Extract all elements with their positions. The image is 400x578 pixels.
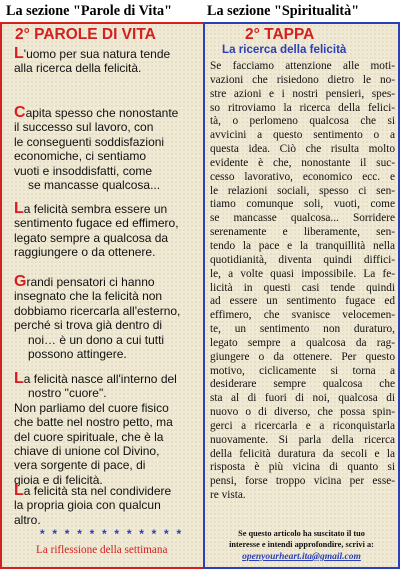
body-line: quotidianità, diventa quindi diffici- [210,253,395,266]
body-line: vazioni che risiedono dietro le no- [210,73,395,86]
drop-cap: L [14,482,24,499]
paragraph-line: il successo sul lavoro, con [14,120,154,135]
paragraph-line: possono attingere. [28,347,127,362]
body-line: re vista. [210,489,246,502]
paragraph-line: legato sempre a qualcosa da [14,230,169,245]
body-line: questa idea. Ciò che risulta molto [210,143,395,156]
paragraph-line: dobbiamo ricercarla all'esterno, [14,303,181,318]
paragraph-line: vera sorgente di pace, di [14,458,146,473]
footer-note-line-1: Se questo articolo ha suscitato il tuo [238,529,365,538]
paragraph-line: alla ricerca della felicità. [14,61,142,76]
body-line: cesso lavorativo, economico ecc. e [210,170,395,183]
footer-note-line-2: interesse e intendi approfondire, scrivi a: [229,539,374,549]
body-line: serenamente e liberamente, sen- [210,226,395,239]
drop-cap: L [14,45,24,62]
body-line: se mancasse qualcosa... Sorridere [210,212,395,225]
paragraph-line: sentimento fugace ed effimero, [14,216,179,231]
paragraph [14,106,200,192]
paragraph-line: Non parliamo del cuore fisico [14,400,169,415]
paragraph-line: chiave di unione col Divino, [14,444,160,459]
left-column [0,22,203,569]
body-line: tà, o perlomeno qualcosa che si [210,115,395,128]
body-line: sta al di fuori di noi, qualcosa di [210,392,395,405]
left-column-footer: La riflessione della settimana [36,544,168,556]
body-line: stre azioni e i nostri pensieri, spes- [210,87,395,100]
header-left-title: La sezione "Parole di Vita" [6,3,173,19]
paragraph-line: Capita spesso che nonostante [14,104,179,121]
contact-email-link[interactable]: openyourheart.ita@gmail.com [242,552,361,562]
paragraph-line: La felicità nasce all'interno del [14,370,177,387]
paragraph [14,202,200,260]
body-line: te, un sentimento non duraturo, [210,323,395,336]
left-column-title: 2° PAROLE DI VITA [15,26,156,43]
paragraph-line: le conseguenti soddisfazioni [14,134,165,149]
paragraph [14,372,200,487]
paragraph-line: Grandi pensatori ci hanno [14,273,155,290]
article-footer-note [205,529,398,550]
drop-cap: C [14,104,26,121]
drop-cap: L [14,200,24,217]
paragraph-line: nostro "cuore". [28,386,107,401]
body-line: risposta è più vicina di quanto si [210,461,395,474]
body-line: nuovo o di diverso, che possa spin- [210,406,395,419]
body-line: avvicini a questo sentimento o a [210,129,395,142]
body-line: le, a volte quasi impossibile. La fe- [210,267,395,280]
paragraph-line: gioia e di felicità. [14,472,103,487]
paragraph-line: noi… è un dono a cui tutti [28,332,165,347]
body-line: so ritroviamo la ricerca della felici- [210,101,395,114]
paragraph [14,47,200,76]
body-line: le relazioni sociali, spesso ci sen- [210,184,395,197]
paragraph-line: la propria gioia con qualcun [14,498,161,513]
header-right-title: La sezione "Spiritualità" [207,3,360,19]
body-line: giungere o da ottenere. Per questo [210,350,395,363]
body-line: Se facciamo attenzione alle moti- [210,60,395,72]
paragraph-line: insegnato che la felicità non [14,289,163,304]
paragraph-line: L'uomo per sua natura tende [14,45,171,62]
right-column [203,22,400,569]
body-line: effimero, che svanisce velocemen- [210,309,395,322]
body-line: motivo, ciclicamente si torna a [210,364,395,377]
paragraph-line: del cuore spirituale, che è la [14,429,164,444]
body-line: legato sempre a qualcosa da rag- [210,336,395,349]
paragraph-line: altro. [14,512,41,527]
body-line: gerci a ricercarla e a riconquistarla [210,419,395,432]
paragraph-line: economiche, ci sentiamo [14,149,147,164]
right-column-body [210,60,395,503]
stars-divider: * * * * * * * * * * * * [40,527,184,541]
body-line: ad essere un sentimento fugace ed [210,295,395,308]
paragraph-line: La felicità sembra essere un [14,200,168,217]
paragraph-line: se mancasse qualcosa... [28,178,161,193]
body-line: nuovamente. Si parla della ricerca [210,433,395,446]
right-column-subtitle: La ricerca della felicità [222,43,347,56]
paragraph [14,484,200,527]
paragraph-line: vuoti e insoddisfatti, come [14,163,153,178]
paragraph-line: perché si trova già dentro di [14,318,163,333]
drop-cap: G [14,273,27,290]
page-header [0,0,400,22]
body-line: della felicità duratura da secoli e la [210,447,395,460]
body-line: tendo la pace e la tranquillità nella [210,239,395,252]
paragraph-line: che batte nel nostro petto, ma [14,415,173,430]
paragraph [14,275,200,361]
body-line: licità in questi casi tende quindi [210,281,395,294]
body-line: evidente è che, nonostante il suc- [210,156,395,169]
drop-cap: L [14,370,24,387]
body-line: desiderare sempre qualcosa che [210,378,395,391]
body-line: tiamo comunque soli, vuoti, come [210,198,395,211]
body-line: pensi, forse troppo vicina per esse- [210,475,395,488]
right-column-title: 2° TAPPA [245,26,315,43]
paragraph-line: raggiungere o da ottenere. [14,245,156,260]
paragraph-line: La felicità sta nel condividere [14,482,172,499]
